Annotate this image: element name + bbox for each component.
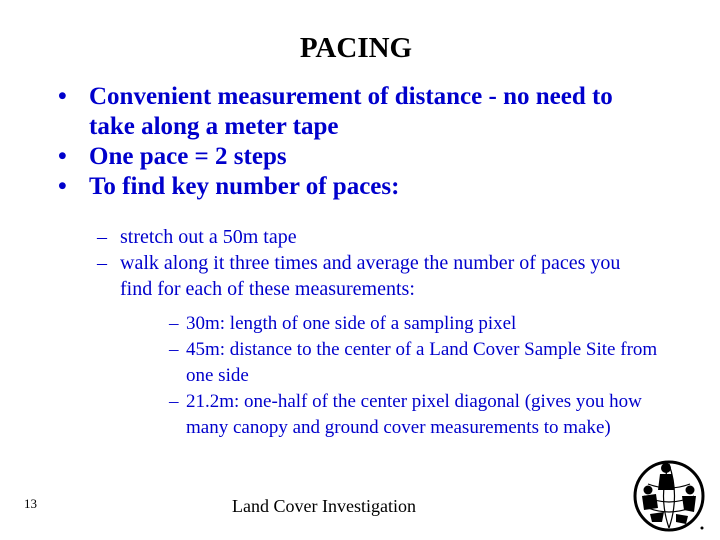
bullet-item xyxy=(58,172,658,202)
sub-bullet-marker: – xyxy=(97,226,107,248)
sub-sub-bullet-item xyxy=(169,311,659,337)
sub-bullet-item xyxy=(97,250,657,302)
bullet-list xyxy=(58,82,658,202)
page-number: 13 xyxy=(24,496,37,511)
sub-sub-bullet-text: 21.2m: one-half of the center pixel diagonal (gives you how many canopy and ground cover measurements to make) xyxy=(186,391,642,438)
footer-title: Land Cover Investigation xyxy=(232,496,416,516)
bullet-text: Convenient measurement of distance - no need to take along a meter tape xyxy=(89,83,613,140)
bullet-item xyxy=(58,82,658,142)
slide-title: PACING xyxy=(299,32,413,64)
sub-sub-bullet-item xyxy=(169,337,659,389)
sub-sub-bullet-list xyxy=(169,311,659,441)
bullet-marker: • xyxy=(58,143,67,170)
sub-sub-bullet-marker: – xyxy=(169,339,179,360)
bullet-text: One pace = 2 steps xyxy=(89,143,287,170)
sub-sub-bullet-text: 30m: length of one side of a sampling pixel xyxy=(186,313,517,334)
bullet-item xyxy=(58,142,658,172)
bullet-text: To find key number of paces: xyxy=(89,173,400,200)
sub-sub-bullet-item xyxy=(169,389,659,441)
sub-sub-bullet-marker: – xyxy=(169,391,179,412)
bullet-marker: • xyxy=(58,83,67,110)
sub-bullet-text: walk along it three times and average the number of paces you find for each of these measurements: xyxy=(120,252,621,300)
sub-bullet-text: stretch out a 50m tape xyxy=(120,226,297,248)
sub-sub-bullet-marker: – xyxy=(169,313,179,334)
bullet-marker: • xyxy=(58,173,67,200)
sub-bullet-marker: – xyxy=(97,252,107,274)
globe-logo-icon xyxy=(628,456,710,536)
sub-sub-bullet-text: 45m: distance to the center of a Land Cover Sample Site from one side xyxy=(186,339,658,386)
sub-bullet-item xyxy=(97,224,657,250)
sub-bullet-list xyxy=(97,224,657,302)
